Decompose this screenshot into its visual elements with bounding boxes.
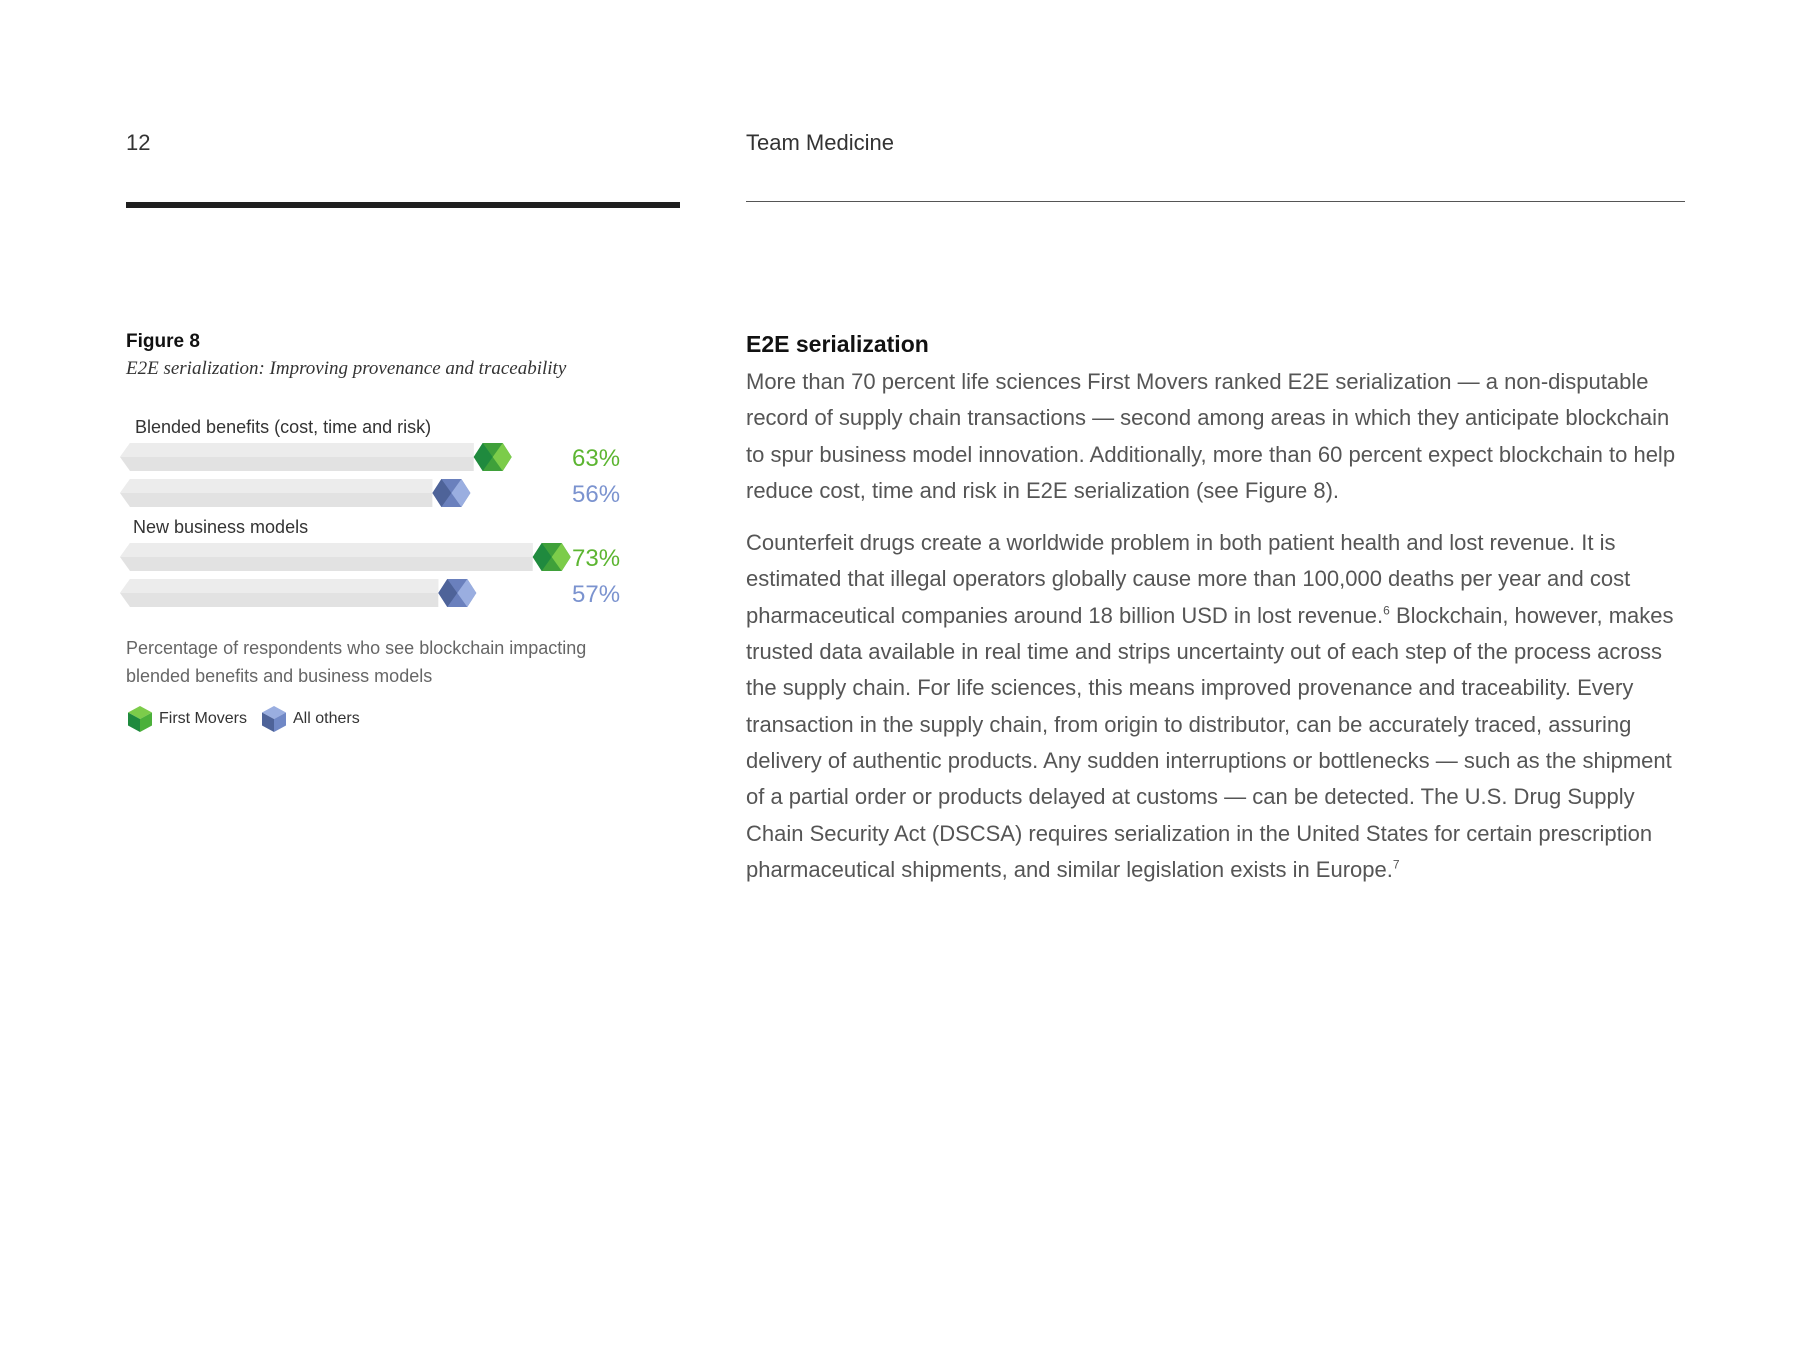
article-body [746, 364, 1691, 904]
legend-item-first-movers [127, 705, 247, 733]
data-label: 57% [572, 581, 621, 608]
paragraph-2-part-a: Counterfeit drugs create a worldwide problem in both patient health and lost revenue. It is estimated that illegal operators globally cause more than 100,000 deaths per year and cost pharmaceutical companies around 18 billion USD in lost revenue. [746, 530, 1631, 628]
footnote-7-marker: 7 [1392, 857, 1400, 872]
page-number: 12 [126, 130, 151, 155]
green-cube-icon [127, 705, 153, 733]
bar-highlight [120, 579, 438, 593]
figure-caption: E2E serialization: Improving provenance and traceability [126, 358, 567, 379]
bar-highlight [120, 479, 432, 493]
legend-label-first-movers: First Movers [159, 710, 247, 727]
paragraph-1: More than 70 percent life sciences First Movers ranked E2E serialization — a non-disputable record of supply chain transactions — second among areas in which they anticipate blockchain to spur business model innovation. Additionally, more than 60 percent expect blockchain to help reduce cost, time and risk in E2E serialization (see Figure 8). [746, 369, 1676, 503]
bar-highlight [120, 543, 533, 557]
header-rule-thick [126, 202, 680, 208]
figure-note: Percentage of respondents who see blockchain impacting blended benefits and business models [126, 638, 587, 686]
category-label: Blended benefits (cost, time and risk) [135, 417, 432, 437]
data-label: 63% [572, 445, 621, 472]
figure-label: Figure 8 [126, 331, 200, 352]
legend-label-all-others: All others [293, 710, 360, 727]
header-rule-thin [746, 201, 1685, 202]
blue-cube-icon [261, 705, 287, 733]
paragraph-2 [746, 525, 1691, 888]
running-title: Team Medicine [746, 130, 894, 155]
paragraph-2-part-b: Blockchain, however, makes trusted data available in real time and strips uncertainty out of each step of the process across the supply chain. For life sciences, this means improved provenance and traceability. Every transaction in the supply chain, from origin to distributor, can be accurately traced, assuring delivery of authentic products. Any sudden interruptions or bottlenecks — such as the shipment of a partial order or products delayed at customs — can be detected. The U.S. Drug Supply Chain Security Act (DSCSA) requires serialization in the United States for certain prescription pharmaceutical shipments, and similar legislation exists in Europe. [746, 602, 1674, 882]
category-label: New business models [133, 517, 309, 537]
data-label: 73% [572, 545, 621, 572]
data-label: 56% [572, 481, 621, 508]
legend-item-all-others [261, 705, 360, 733]
section-heading: E2E serialization [746, 331, 929, 357]
footnote-6-marker: 6 [1383, 603, 1390, 618]
bar-highlight [120, 443, 474, 457]
legend [127, 705, 374, 733]
